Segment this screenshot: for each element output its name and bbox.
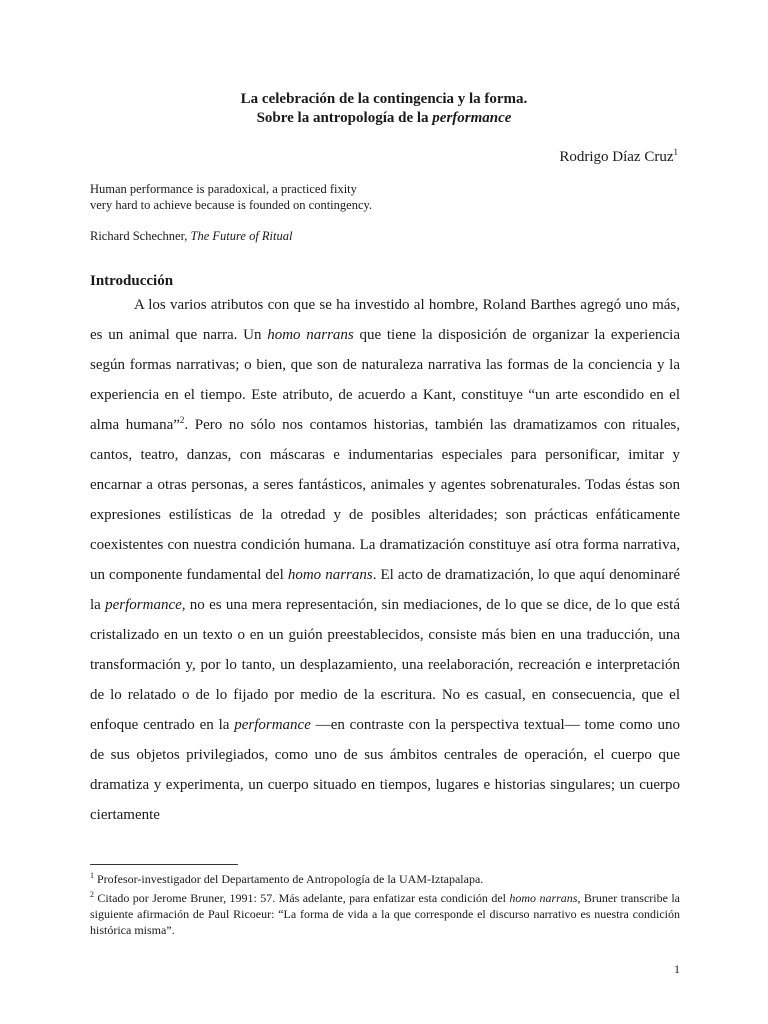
body-italic-1: homo narrans: [267, 327, 354, 343]
footnote-2-italic: homo narrans: [509, 891, 578, 905]
body-italic-3: performance: [105, 597, 182, 613]
page-number: 1: [674, 962, 680, 976]
epigraph-line-2: very hard to achieve because is founded on contingency.: [90, 198, 373, 212]
title-line-2-italic: performance: [432, 110, 512, 126]
author-footnote-mark: 1: [673, 147, 678, 157]
body-italic-2: homo narrans: [287, 567, 373, 583]
epigraph: [90, 181, 510, 213]
author: [559, 147, 678, 166]
body-text-6: —en contraste con la perspectiva textual— tome como uno de sus objetos privilegiados, como uno de sus ámbitos centrales de operación, el cuerpo que dramatiza y experimenta, un cuerpo situado en tiempos, lugares e historias singulares; un cuerpo ciertamente: [90, 717, 680, 823]
epigraph-source-title: The Future of Ritual: [190, 229, 293, 243]
footnote-1-text: Profesor-investigador del Departamento de Antropología de la UAM-Iztapalapa.: [94, 872, 484, 886]
footnote-2: [90, 887, 680, 938]
title-line-2-text: Sobre la antropología de la: [256, 110, 433, 126]
body-text-5: , no es una mera representación, sin mediaciones, de lo que se dice, de lo que está cristalizado en un texto o en un guión preestablecidos, consiste más bien en una traducción, una transformación y, por lo tanto, un desplazamiento, una reelaboración, recreación e interpretación de lo relatado o de lo fijado por medio de la escritura. No es casual, en consecuencia, que el enfoque centrado en la: [90, 597, 680, 733]
footnote-1: [90, 868, 680, 887]
title-line-2: [90, 109, 678, 128]
footnote-2-text-a: Citado por Jerome Bruner, 1991: 57. Más adelante, para enfatizar esta condición del: [94, 891, 510, 905]
footnote-2-text-b: , Bruner transcribe la siguiente afirmación de Paul Ricoeur: “La forma de vida a la que corresponde el discurso narrativo es nuestra condición histórica misma”.: [90, 891, 680, 937]
body-italic-4: performance: [234, 717, 311, 733]
body-text-3: . Pero no sólo nos contamos historias, también las dramatizamos con rituales, cantos, teatro, danzas, con máscaras e indumentarias especiales para personificar, imitar y encarnar a otras personas, a seres fantásticos, animales y agentes sobrenaturales. Todas éstas son expresiones estilísticas de la otredad y de posibles alteridades; son prácticas enfáticamente coexistentes con nuestra condición humana. La dramatización constituye así otra forma narrativa, un componente fundamental del: [90, 417, 680, 583]
footnote-2-mark: 2: [90, 890, 94, 899]
footnotes: [90, 868, 680, 938]
epigraph-line-1: Human performance is paradoxical, a practiced fixity: [90, 182, 357, 196]
author-name: Rodrigo Díaz Cruz: [559, 149, 674, 165]
title-line-1: La celebración de la contingencia y la forma.: [240, 91, 528, 107]
body-text-2: que tiene la disposición de organizar la experiencia según formas narrativas; o bien, que son de naturaleza narrativa las formas de la conciencia y la experiencia en el tiempo. Este atributo, de acuerdo a Kant, constituye “un arte escondido en el alma humana”: [90, 327, 680, 433]
body-text-1: A los varios atributos con que se ha investido al hombre, Roland Barthes agregó uno más, es un animal que narra. Un: [90, 297, 680, 343]
paper-title: [90, 90, 678, 128]
body-paragraph: [90, 290, 680, 830]
body-text-4: . El acto de dramatización, lo que aquí denominaré la: [90, 567, 680, 613]
epigraph-source: [90, 229, 292, 244]
epigraph-source-author: Richard Schechner,: [90, 229, 191, 243]
footnote-1-mark: 1: [90, 871, 94, 880]
footnote-divider: [90, 864, 238, 865]
section-heading: Introducción: [90, 273, 174, 289]
body-footnote-mark: 2: [179, 415, 185, 425]
